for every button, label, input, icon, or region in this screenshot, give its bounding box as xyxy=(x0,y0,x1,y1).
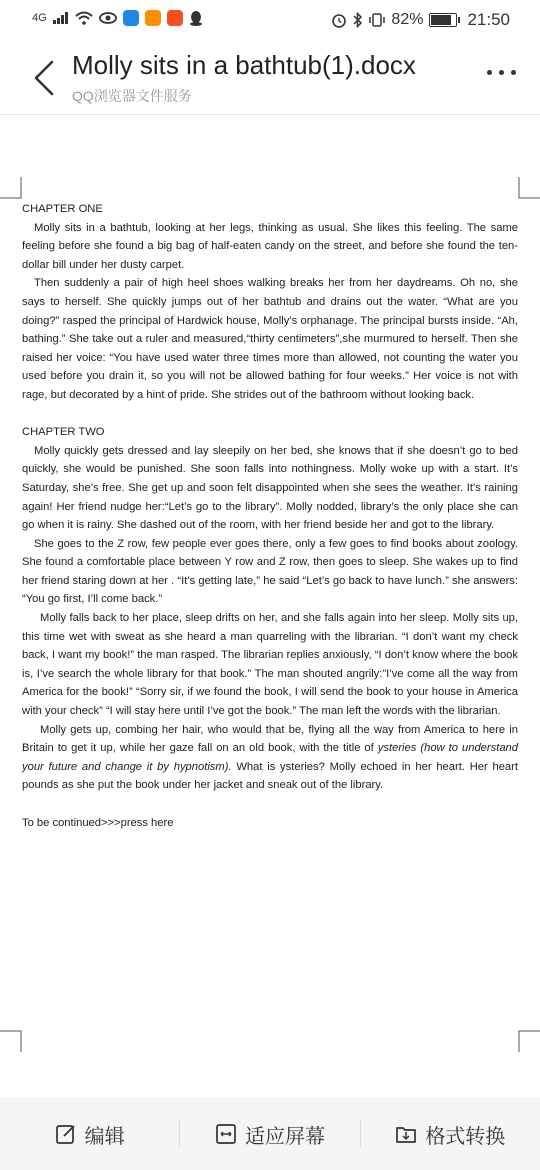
status-right xyxy=(331,10,510,30)
paragraph-1: Molly sits in a bathtub, looking at her legs, thinking as usual. She likes this feeling. The same feeling before she found a big bag of half-eaten candy on the street, and before she found the ten-dollar bill under her dusty carpet. xyxy=(22,221,518,271)
paragraph-6 xyxy=(22,721,518,795)
more-options-icon[interactable] xyxy=(487,70,516,75)
paragraph-6-text-a: Molly gets up, combing her hair, who would that be, flying all the way from America to here in Britain to get it up, while her gaze fall on an old book, with the title of xyxy=(22,723,518,755)
status-bar xyxy=(0,0,540,40)
bluetooth-icon xyxy=(353,12,363,28)
chapter-two-heading: CHAPTER TWO xyxy=(22,426,105,439)
edit-icon xyxy=(55,1123,77,1145)
page-corner-bottom-right xyxy=(518,1030,540,1052)
alarm-icon xyxy=(331,12,347,28)
clock-time: 21:50 xyxy=(467,10,510,29)
paragraph-6-text-b: What is ysteries? Molly echoed in her heart. Her heart pounds as she put the book under her jacket and sneak out of the library. xyxy=(22,760,518,792)
paragraph-5: Molly falls back to her place, sleep drifts on her, and she falls again into her sleep. Molly sits up, this time wet with sweat as she heard a man quarreling with the librarian. “I don’t want my check back, I want my book!” the man rasped. The librarian replies anxiously, “I don’t know where the book is, I’ve search the whole library for that book.” The man shouted angrily:”I’ve come all the way from America for the book!” “Sorry sir, if we found the book, I will send the book to your house in America with your check” “I will stay here until I’ve got the book.” The man left the words with the librarian. xyxy=(22,612,518,718)
wifi-icon xyxy=(75,11,93,25)
book-title: ysteries (how to understand your future and change it by hypnotism). xyxy=(22,742,518,773)
paragraph-4: She goes to the Z row, few people ever goes there, only a few goes to find books about zoology. She found a comfortable place between Y row and Z row, then goes to sleep. She wakes up to find her friend staring down at her . “It’s getting late,” he said “Let’s go back to have lunch.” she answers: “You go first, I’ll come back.” xyxy=(22,537,518,606)
back-arrow-icon[interactable] xyxy=(30,58,60,98)
edit-label: 编辑 xyxy=(84,1125,125,1148)
battery-percent: 82% xyxy=(391,11,424,28)
continue-link[interactable]: To be continued>>>press here xyxy=(22,816,174,829)
signal-label: 4G xyxy=(32,12,47,24)
paragraph-3: Molly quickly gets dressed and lay sleepily on her bed, she knows that if she doesn’t go to bed quickly, she would be punished. She soon falls into nothingness. Molly woke up with a start. It’s Saturday, she’s free. She get up and soon felt disappointed when she sees the weather. It’s raining again! Her friend nudge her:“Let’s go to the library”. Molly nodded, library’s the only place she can go when it is rainy. She dashed out of the room, with her friend beside her and got to the library. xyxy=(22,444,518,532)
document-page xyxy=(22,200,518,832)
signal-bars-icon xyxy=(53,12,69,24)
edit-button[interactable] xyxy=(0,1120,179,1149)
convert-format-button[interactable] xyxy=(361,1120,540,1149)
page-corner-top-left xyxy=(0,177,22,199)
fit-screen-button[interactable] xyxy=(180,1120,359,1149)
convert-format-label: 格式转换 xyxy=(425,1125,506,1148)
chapter-one-heading: CHAPTER ONE xyxy=(22,203,103,215)
fit-screen-label: 适应屏幕 xyxy=(244,1125,325,1148)
bottom-toolbar xyxy=(0,1098,540,1170)
eye-icon xyxy=(99,11,117,25)
page-corner-bottom-left xyxy=(0,1030,22,1052)
status-left xyxy=(32,10,203,26)
orange-app-icon xyxy=(167,10,183,26)
paragraph-2: Then suddenly a pair of high heel shoes walking breaks her from her daydreams. Oh no, she says to herself. She quickly jumps out of her bathtub and drains out the water. “What are you doing?” rasped the principal of Hardwick house, Molly’s orphanage. The principal bursts inside. “Ah, bathing.” She take out a ruler and measured,“thirty centimeters”,she murmured to herself. Then she raised her voice: “You have used water three times more than allowed, not counting the water you used before you drain it, so you will not be allowed bathing for four weeks.” Her voice is not with rage, but decorated by a hint of pride. She strides out of the bathroom without looking back. xyxy=(22,277,518,401)
app-header xyxy=(0,40,540,115)
video-app-icon xyxy=(145,10,161,26)
service-subtitle: QQ浏览器文件服务 xyxy=(72,88,192,104)
fit-screen-icon xyxy=(215,1123,237,1145)
battery-icon xyxy=(429,13,457,27)
qq-icon xyxy=(189,10,203,26)
vibrate-icon xyxy=(369,12,385,28)
page-corner-top-right xyxy=(518,177,540,199)
browser-app-icon xyxy=(123,10,139,26)
download-folder-icon xyxy=(395,1123,417,1145)
battery-fill xyxy=(431,15,451,25)
document-title: Molly sits in a bathtub(1).docx xyxy=(72,50,416,80)
